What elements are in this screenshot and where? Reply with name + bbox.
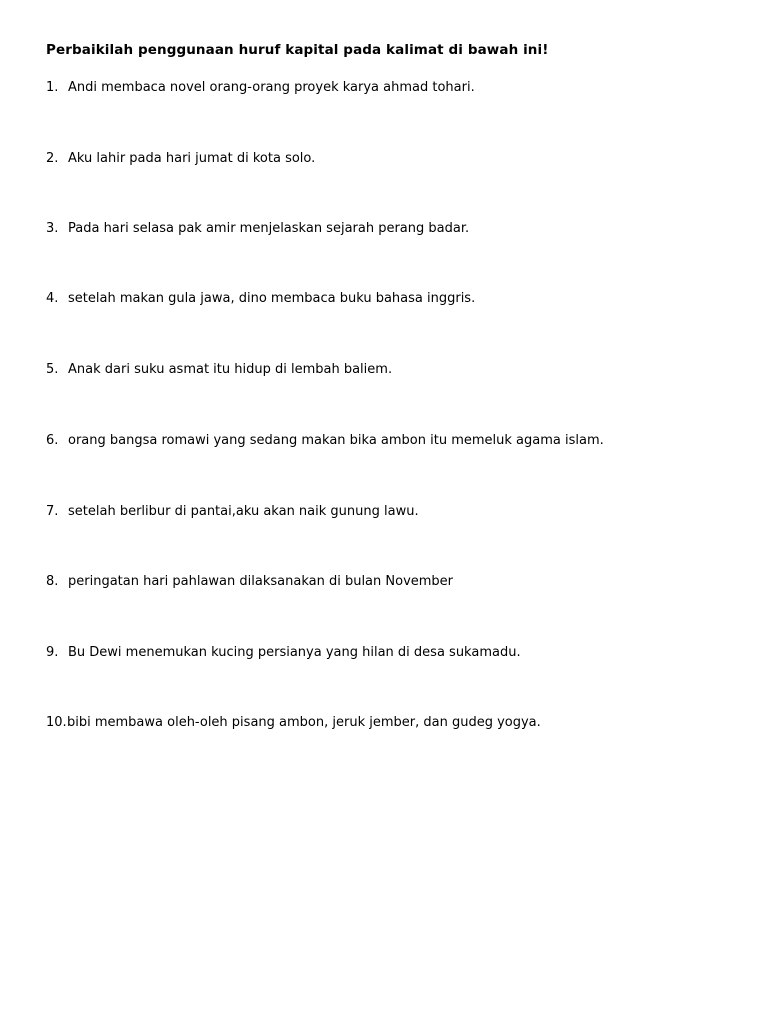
item-number: 10. xyxy=(46,715,67,730)
item-number: 2. xyxy=(46,151,59,166)
list-item xyxy=(46,432,604,450)
item-number: 3. xyxy=(46,221,59,236)
list-item xyxy=(46,150,315,168)
item-text: orang bangsa romawi yang sedang makan bika ambon itu memeluk agama islam. xyxy=(68,433,604,448)
list-item xyxy=(46,573,453,591)
item-number: 6. xyxy=(46,433,59,448)
item-text: setelah berlibur di pantai,aku akan naik gunung lawu. xyxy=(68,504,419,519)
item-text: Pada hari selasa pak amir menjelaskan sejarah perang badar. xyxy=(68,221,470,236)
list-item xyxy=(46,79,475,97)
item-text: setelah makan gula jawa, dino membaca buku bahasa inggris. xyxy=(68,291,476,306)
item-text: Andi membaca novel orang-orang proyek karya ahmad tohari. xyxy=(68,80,475,95)
instruction-heading: Perbaikilah penggunaan huruf kapital pada kalimat di bawah ini! xyxy=(46,42,549,58)
list-item xyxy=(46,503,419,521)
item-number: 5. xyxy=(46,362,59,377)
item-text: Anak dari suku asmat itu hidup di lembah baliem. xyxy=(68,362,393,377)
item-number: 7. xyxy=(46,504,59,519)
item-text: Bu Dewi menemukan kucing persianya yang hilan di desa sukamadu. xyxy=(68,645,521,660)
item-number: 4. xyxy=(46,291,59,306)
list-item xyxy=(46,290,475,308)
item-number: 1. xyxy=(46,80,59,95)
list-item xyxy=(46,220,469,238)
list-item xyxy=(46,361,392,379)
item-text: bibi membawa oleh-oleh pisang ambon, jeruk jember, dan gudeg yogya. xyxy=(67,715,541,730)
item-number: 8. xyxy=(46,574,59,589)
item-text: peringatan hari pahlawan dilaksanakan di bulan November xyxy=(68,574,454,589)
item-text: Aku lahir pada hari jumat di kota solo. xyxy=(68,151,316,166)
item-number: 9. xyxy=(46,645,59,660)
list-item xyxy=(46,714,541,732)
list-item xyxy=(46,644,521,662)
